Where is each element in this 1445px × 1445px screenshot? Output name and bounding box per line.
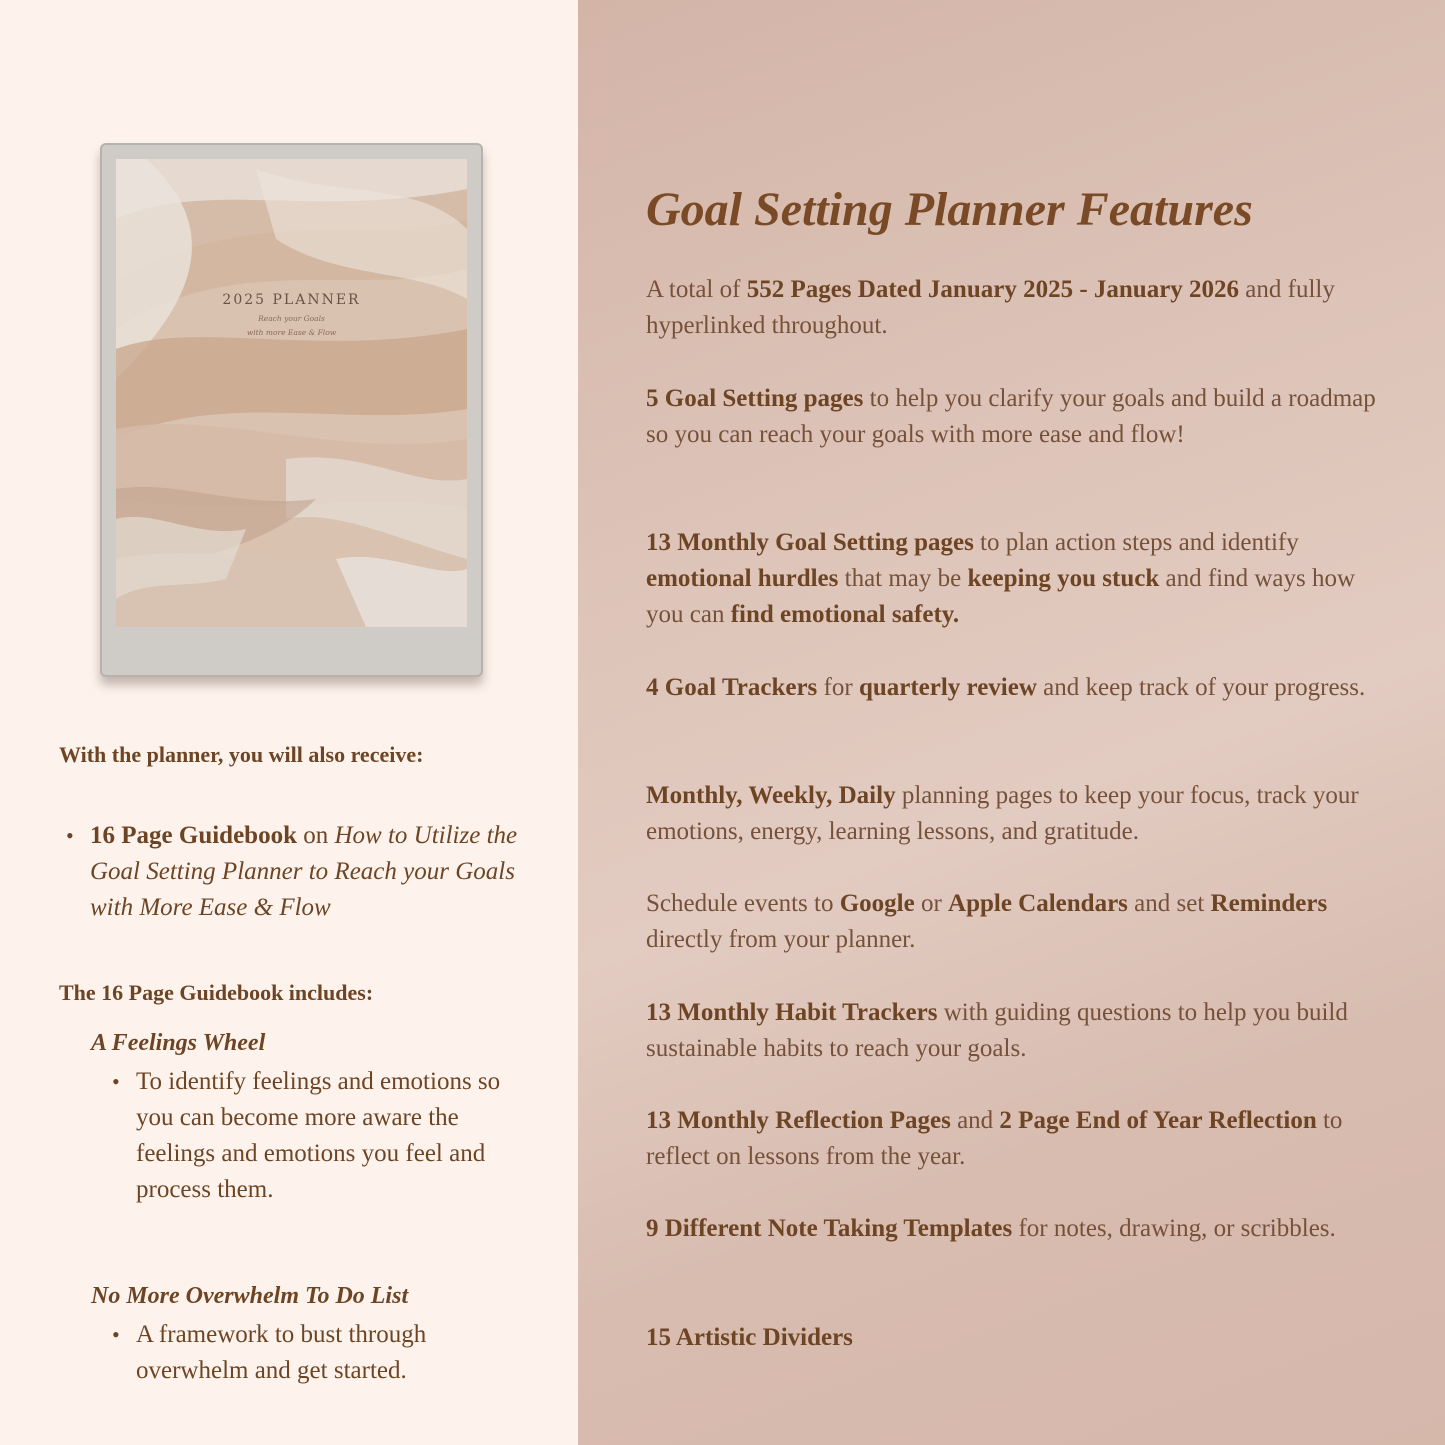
feature-paragraph [646,1103,1391,1175]
cover-title: 2025 PLANNER [222,292,361,308]
feature-bold-text: 4 Goal Trackers [646,674,818,701]
feature-text: and fully hyperlinked throughout. [646,276,1335,339]
feature-text: with guiding questions to help you build sustainable habits to reach your goals. [646,999,1348,1062]
feature-bold-text: 13 Monthly Goal Setting pages [646,529,974,556]
guidebook-text [90,818,546,926]
guidebook-italic: How to Utilize the Goal Setting Planner to Reach your Goals with More Ease & Flow [90,822,518,921]
feature-text: and find ways how you can [646,565,1356,628]
feature-text: Schedule events to [646,890,840,917]
feature-text: A total of [646,276,747,303]
feature-bold-text: keeping you stuck [967,565,1160,592]
feelings-wheel-item [112,1064,542,1208]
overwhelm-list-item [112,1317,542,1389]
feature-text: for notes, drawing, or scribbles. [1012,1215,1336,1242]
feature-paragraph [646,670,1391,706]
feature-bold-text: 15 Artistic Dividers [646,1324,853,1351]
feature-text: planning pages to keep your focus, track your emotions, energy, learning lessons, and gratitude. [646,782,1359,845]
bullet-icon: • [66,823,74,848]
guidebook-bold: 16 Page Guidebook [90,822,297,849]
feature-bold-text: 13 Monthly Habit Trackers [646,999,938,1026]
feature-paragraph [646,272,1391,344]
feature-paragraph [646,525,1391,633]
feature-bold-text: Apple Calendars [948,890,1128,917]
feature-bold-text: 5 Goal Setting pages [646,385,864,412]
feature-paragraph [646,886,1391,958]
feature-text: that may be [838,565,968,592]
cover-subtitle-line-1: Reach your Goals [258,314,325,323]
features-title: Goal Setting Planner Features [646,183,1253,236]
feature-bold-text: Google [839,890,915,917]
overwhelm-list-text: A framework to bust through overwhelm and get started. [136,1321,427,1384]
feature-text: for [817,674,859,701]
feature-bold-text: 552 Pages Dated January 2025 - January 2026 [746,276,1240,303]
feature-paragraph [646,995,1391,1067]
cover-brushstroke-art [116,159,467,627]
guidebook-mid: on [296,822,335,849]
planner-cover [116,159,467,627]
feature-bold-text: Monthly, Weekly, Daily [646,782,896,809]
feature-paragraph [646,1211,1391,1247]
overwhelm-list-heading: No More Overwhelm To Do List [91,1283,409,1309]
feature-bold-text: emotional hurdles [646,565,839,592]
feelings-wheel-text: To identify feelings and emotions so you can become more aware the feelings and emotions you feel and process them. [136,1068,501,1203]
cover-subtitle-line-2: with more Ease & Flow [246,328,337,337]
feature-paragraph [646,381,1391,453]
feature-text: to plan action steps and identify [973,529,1299,556]
bullet-icon: • [112,1069,120,1094]
feature-bold-text: quarterly review [858,674,1037,701]
feature-text: directly from your planner. [646,926,916,953]
feature-text: to help you clarify your goals and build a roadmap so you can reach your goals with more ease and flow! [646,385,1376,448]
feature-text: to reflect on lessons from the year. [646,1107,1343,1170]
feature-text: and keep track of your progress. [1036,674,1366,701]
ereader-device-mockup [100,143,483,677]
feature-bold-text: 2 Page End of Year Reflection [999,1107,1317,1134]
feature-bold-text: find emotional safety. [730,601,960,628]
includes-heading: The 16 Page Guidebook includes: [59,980,374,1005]
feature-bold-text: Reminders [1210,890,1328,917]
cover-subtitle [116,312,467,340]
bullet-icon: • [112,1322,120,1347]
guidebook-list-item [66,818,546,926]
feature-paragraph [646,1320,1391,1356]
feature-bold-text: 13 Monthly Reflection Pages [646,1107,951,1134]
feature-paragraph [646,778,1391,850]
feature-text: or [914,890,949,917]
feature-bold-text: 9 Different Note Taking Templates [646,1215,1013,1242]
feelings-wheel-heading: A Feelings Wheel [91,1030,266,1056]
feature-text: and [950,1107,1000,1134]
feature-text: and set [1127,890,1211,917]
receive-heading: With the planner, you will also receive: [59,742,424,767]
